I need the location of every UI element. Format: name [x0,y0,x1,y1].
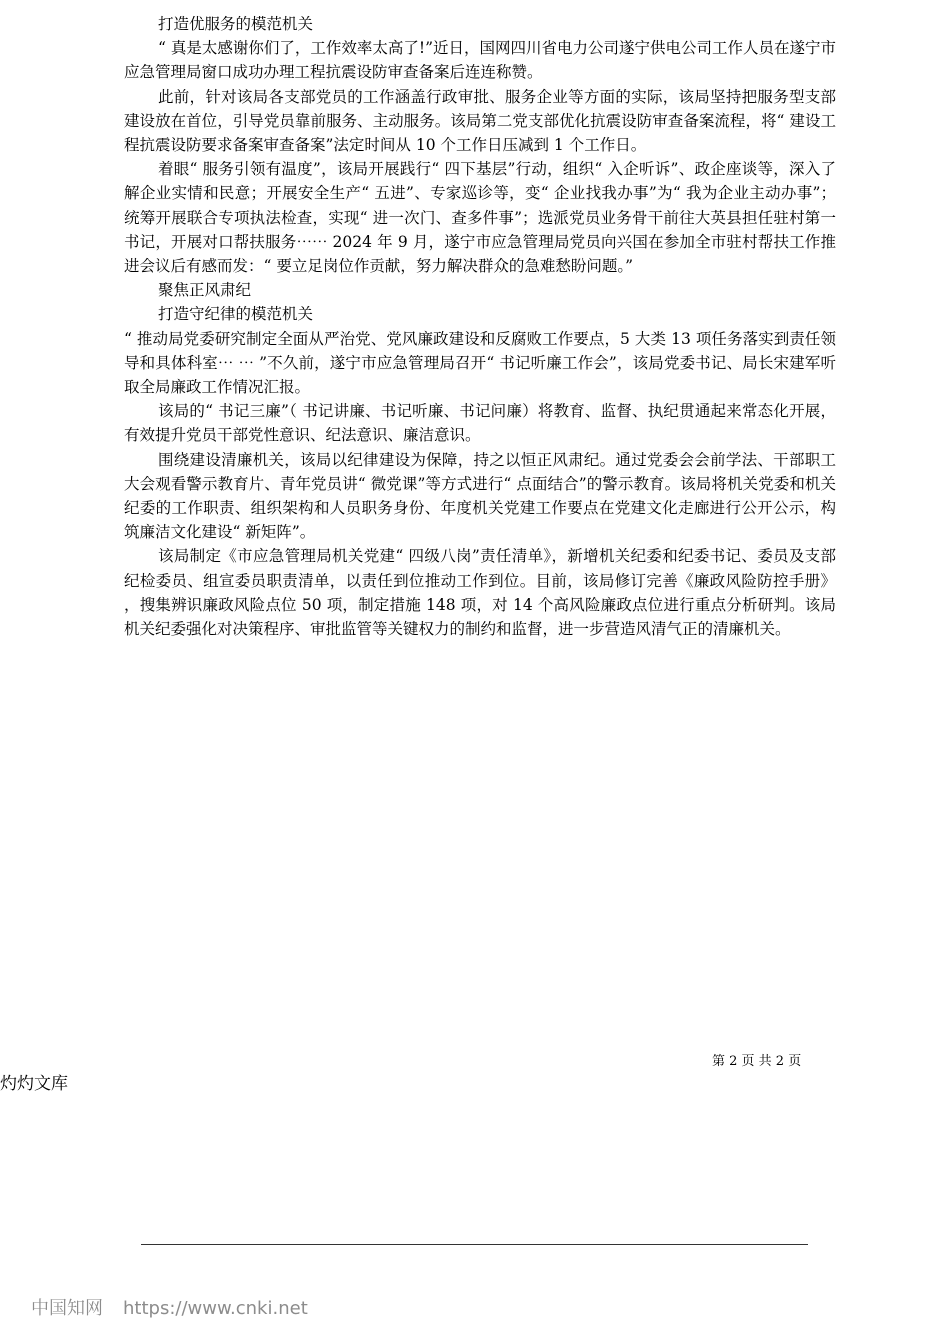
paragraph: “ 真是太感谢你们了，工作效率太高了!”近日，国网四川省电力公司遂宁供电公司工作人员在遂宁市应急管理局窗口成功办理工程抗震设防审查备案后连连称赞。 [124,39,837,82]
paragraph: 围绕建设清廉机关，该局以纪律建设为保障，持之以恒正风肃纪。通过党委会会前学法、干部职工大会观看警示教育片、青年党员讲“ 微党课”等方式进行“ 点面结合”的警示教育。该局将机关党委和机关纪委的工作职责、组织架构和人员职务身份、年度机关党建工作要点在党建文化走廊进行公开公示，构筑廉洁文化建设“ 新矩阵”。 [124,450,836,542]
library-watermark: 灼灼文库 [0,1074,68,1094]
paragraph: 该局制定《市应急管理局机关党建“ 四级八岗”责任清单》，新增机关纪委和纪委书记、委员及支部纪检委员、组宣委员职责清单，以责任到位推动工作到位。目前，该局修订完善《廉政风险防控手册》 ，搜集辨识廉政风险点位 50 项，制定措施 148 项，对 14 个高风险廉政点位进行重点分析研判。该局机关纪委强化对决策程序、审批监管等关键权力的制约和监督，进一步营造风清气正的清廉机关。 [124,547,836,639]
page-number: 第 2 页 共 2 页 [712,1054,802,1069]
section-heading-discipline: 聚焦正风肃纪 [158,281,252,300]
paragraph: 此前，针对该局各支部党员的工作涵盖行政审批、服务企业等方面的实际，该局坚持把服务型支部建设放在首位，引导党员靠前服务、主动服务。该局第二党支部优化抗震设防审查备案流程，将“ 建设工程抗震设防要求备案审查备案”法定时间从 10 个工作日压减到 1 个工作日。 [124,87,836,155]
footer-brand [31,1294,308,1320]
section-subheading-discipline: 打造守纪律的模范机关 [158,305,314,324]
paragraph: 着眼“ 服务引领有温度”，该局开展践行“ 四下基层”行动，组织“ 入企听诉”、政企座谈等，深入了解企业实情和民意；开展安全生产“ 五进”、专家巡诊等，变“ 企业找我办事”为“ 我为企业主动办事”；统筹开展联合专项执法检查，实现“ 进一次门、查多件事”；选派党员业务骨干前往大英县担任驻村第一书记，开展对口帮扶服务⋯⋯ 2024 年 9 月，遂宁市应急管理局党员向兴国在参加全市驻村帮扶工作推进会议后有感而发：“ 要立足岗位作贡献，努力解决群众的急难愁盼问题。” [124,160,836,276]
section-heading-service: 打造优服务的模范机关 [158,15,314,33]
paragraph: 该局的“ 书记三廉”（ 书记讲廉、书记听廉、书记问廉）将教育、监督、执纪贯通起来常态化开展，有效提升党员干部党性意识、纪法意识、廉洁意识。 [124,402,836,445]
footer-divider [141,1244,808,1245]
cnki-url-link[interactable]: https://www.cnki.net [123,1298,308,1319]
cnki-brand-name: 中国知网 [31,1298,103,1319]
article-body [124,12,836,641]
paragraph: “ 推动局党委研究制定全面从严治党、党风廉政建设和反腐败工作要点，5 大类 13 项任务落实到责任领导和具体科室⋯ ⋯ ”不久前，遂宁市应急管理局召开“ 书记听廉工作会”，该局党委书记、局长宋建军听取全局廉政工作情况汇报。 [124,329,836,397]
